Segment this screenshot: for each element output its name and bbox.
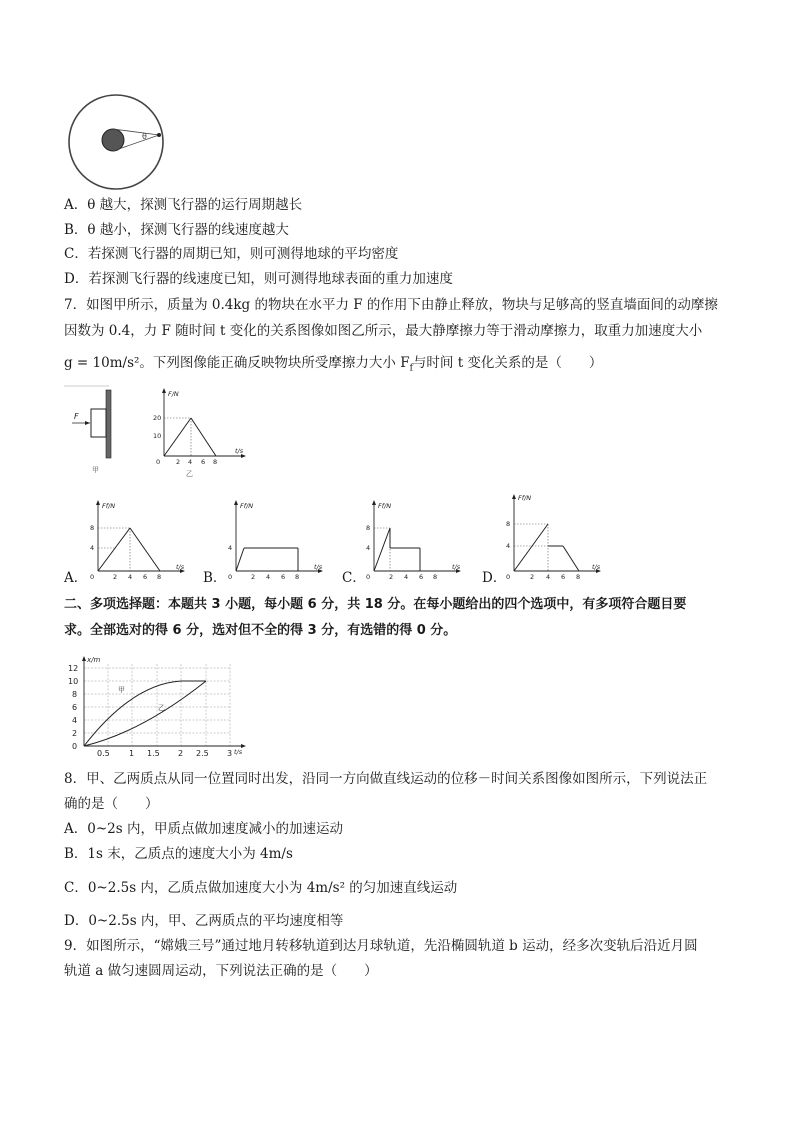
q7-stem-line3-sub: f [409, 363, 413, 374]
graph-yi-xtick-2: 2 [176, 458, 181, 466]
choice-c-xtick-2: 2 [389, 573, 394, 581]
graph-yi-origin: 0 [156, 458, 161, 466]
force-time-graph [150, 382, 250, 482]
section2-heading-line2: 求。全部选对的得 6 分，选对但不全的得 3 分，有选错的得 0 分。 [64, 623, 457, 638]
q8-option-a: A．0~2s 内，甲质点做加速度减小的加速运动 [64, 821, 343, 837]
choice-a-xtick-4: 4 [128, 573, 133, 581]
displacement-time-graph [62, 654, 252, 758]
choice-c-label: C． [342, 570, 366, 586]
graph-yi-xtick-4: 4 [188, 458, 193, 466]
choice-a-ytick-8: 8 [90, 524, 95, 532]
choice-d-xlabel: t/s [592, 563, 601, 571]
q6-option-a: A．θ 越大，探测飞行器的运行周期越长 [64, 197, 303, 213]
choice-c-ytick-4: 4 [366, 544, 371, 552]
choice-a-xtick-6: 6 [143, 573, 148, 581]
choice-d-label: D． [482, 570, 507, 586]
choice-a-ytick-4: 4 [90, 544, 95, 552]
choice-c-ylabel: Ff/N [378, 502, 392, 510]
q6-option-d: D．若探测飞行器的线速度已知，则可测得地球表面的重力加速度 [64, 271, 453, 287]
choice-c-xtick-8: 8 [433, 573, 438, 581]
choice-c-xtick-6: 6 [419, 573, 424, 581]
graph-yi-caption: 乙 [186, 470, 193, 478]
choice-b-ytick-4: 4 [228, 544, 233, 552]
force-label: F [74, 412, 79, 421]
graph8-ytick-2: 2 [72, 729, 78, 738]
graph8-xtick-2.5: 2.5 [196, 749, 209, 758]
choice-b-xtick-2: 2 [251, 573, 256, 581]
choice-a-label: A． [64, 570, 88, 586]
q7-stem-line3-main: g = 10m/s²。下列图像能正确反映物块所受摩擦力大小 F [64, 355, 410, 371]
q8-stem-line2: 确的是（ ） [64, 796, 159, 812]
choice-b-xtick-6: 6 [281, 573, 286, 581]
graph8-ytick-4: 4 [72, 716, 78, 725]
graph8-xtick-1: 1 [129, 749, 135, 758]
graph8-xtick-0.5: 0.5 [97, 749, 110, 758]
graph-yi-ylabel: F/N [168, 390, 179, 398]
graph8-ylabel: x/m [87, 656, 101, 664]
choice-b-origin: 0 [228, 573, 233, 581]
choice-b-xtick-4: 4 [266, 573, 271, 581]
choice-d-ytick-8: 8 [506, 520, 511, 528]
choice-a-origin: 0 [90, 573, 95, 581]
q9-stem-line2: 轨道 a 做匀速圆周运动，下列说法正确的是（ ） [64, 963, 378, 979]
q6-option-b: B．θ 越小，探测飞行器的线速度越大 [64, 222, 289, 238]
q9-stem-line1: 9．如图所示，“嫦娥三号”通过地月转移轨道到达月球轨道，先沿椭圆轨道 b 运动，经多次变轨后沿近月圆 [64, 938, 698, 954]
q7-stem-line1: 7．如图甲所示，质量为 0.4kg 的物块在水平力 F 的作用下由静止释放，物块与足够高的竖直墙面间的动摩擦 [64, 297, 718, 313]
graph-yi-xlabel: t/s [235, 447, 244, 455]
orbit-figure [60, 92, 180, 192]
choice-c-origin: 0 [366, 573, 371, 581]
q8-option-d: D．0~2.5s 内，甲、乙两质点的平均速度相等 [64, 913, 344, 929]
choice-b-graph [222, 496, 332, 582]
q8-option-c: C．0~2.5s 内，乙质点做加速度大小为 4m/s² 的匀加速直线运动 [64, 880, 458, 896]
graph8-xlabel: t/s [234, 748, 243, 756]
graph8-origin: 0 [72, 742, 78, 751]
choice-d-xtick-2: 2 [530, 573, 535, 581]
choice-d-origin: 0 [506, 573, 511, 581]
choice-d-graph [500, 490, 610, 582]
choice-d-xtick-4: 4 [546, 573, 551, 581]
curve-jia-label: 甲 [118, 686, 125, 694]
section2-heading-line1: 二、多项选择题：本题共 3 小题，每小题 6 分，共 18 分。在每小题给出的四个选项中，有多项符合题目要 [64, 597, 687, 612]
choice-c-xtick-4: 4 [404, 573, 409, 581]
curve-yi-label: 乙 [158, 704, 165, 712]
choice-a-xtick-8: 8 [157, 573, 162, 581]
graph8-xtick-2: 2 [178, 749, 184, 758]
q7-stem-line2: 因数为 0.4，力 F 随时间 t 变化的关系图像如图乙所示，最大静摩擦力等于滑动摩擦力，取重力加速度大小 [64, 323, 703, 339]
choice-c-graph [360, 496, 470, 582]
choice-d-xtick-6: 6 [561, 573, 566, 581]
choice-a-xtick-2: 2 [113, 573, 118, 581]
graph8-ytick-12: 12 [68, 664, 79, 673]
graph-yi-ytick-20: 20 [153, 414, 162, 422]
choice-d-xtick-8: 8 [576, 573, 581, 581]
block-wall-figure [64, 384, 124, 476]
curve-jia [84, 681, 206, 746]
graph-yi-xtick-8: 8 [213, 458, 218, 466]
q6-option-c: C．若探测飞行器的周期已知，则可测得地球的平均密度 [64, 246, 399, 262]
graph8-ytick-6: 6 [72, 703, 78, 712]
graph8-ytick-8: 8 [72, 690, 78, 699]
choice-b-xtick-8: 8 [295, 573, 300, 581]
q8-stem-line1: 8．甲、乙两质点从同一位置同时出发，沿同一方向做直线运动的位移－时间关系图像如图所示，下列说法正 [64, 771, 708, 787]
choice-c-ytick-8: 8 [366, 524, 371, 532]
graph-yi-ytick-10: 10 [153, 432, 162, 440]
q7-stem-line3 [64, 354, 602, 378]
choice-d-ytick-4: 4 [506, 542, 511, 550]
choice-c-xlabel: t/s [452, 563, 461, 571]
choice-a-ylabel: Ff/N [102, 502, 116, 510]
fig-jia-caption: 甲 [92, 466, 99, 474]
q8-option-b: B．1s 末，乙质点的速度大小为 4m/s [64, 846, 293, 862]
graph-yi-xtick-6: 6 [201, 458, 206, 466]
choice-a-xlabel: t/s [176, 563, 185, 571]
choice-b-xlabel: t/s [314, 563, 323, 571]
graph8-ytick-10: 10 [68, 677, 79, 686]
choice-a-graph [84, 496, 194, 582]
q7-stem-line3-end: 与时间 t 变化关系的是（ ） [412, 355, 603, 371]
theta-label: θ [142, 132, 147, 141]
choice-b-ylabel: Ff/N [240, 502, 254, 510]
graph8-xtick-1.5: 1.5 [147, 749, 160, 758]
choice-d-ylabel: Ff/N [518, 494, 532, 502]
choice-b-label: B． [203, 570, 227, 586]
graph8-xtick-3: 3 [227, 749, 233, 758]
